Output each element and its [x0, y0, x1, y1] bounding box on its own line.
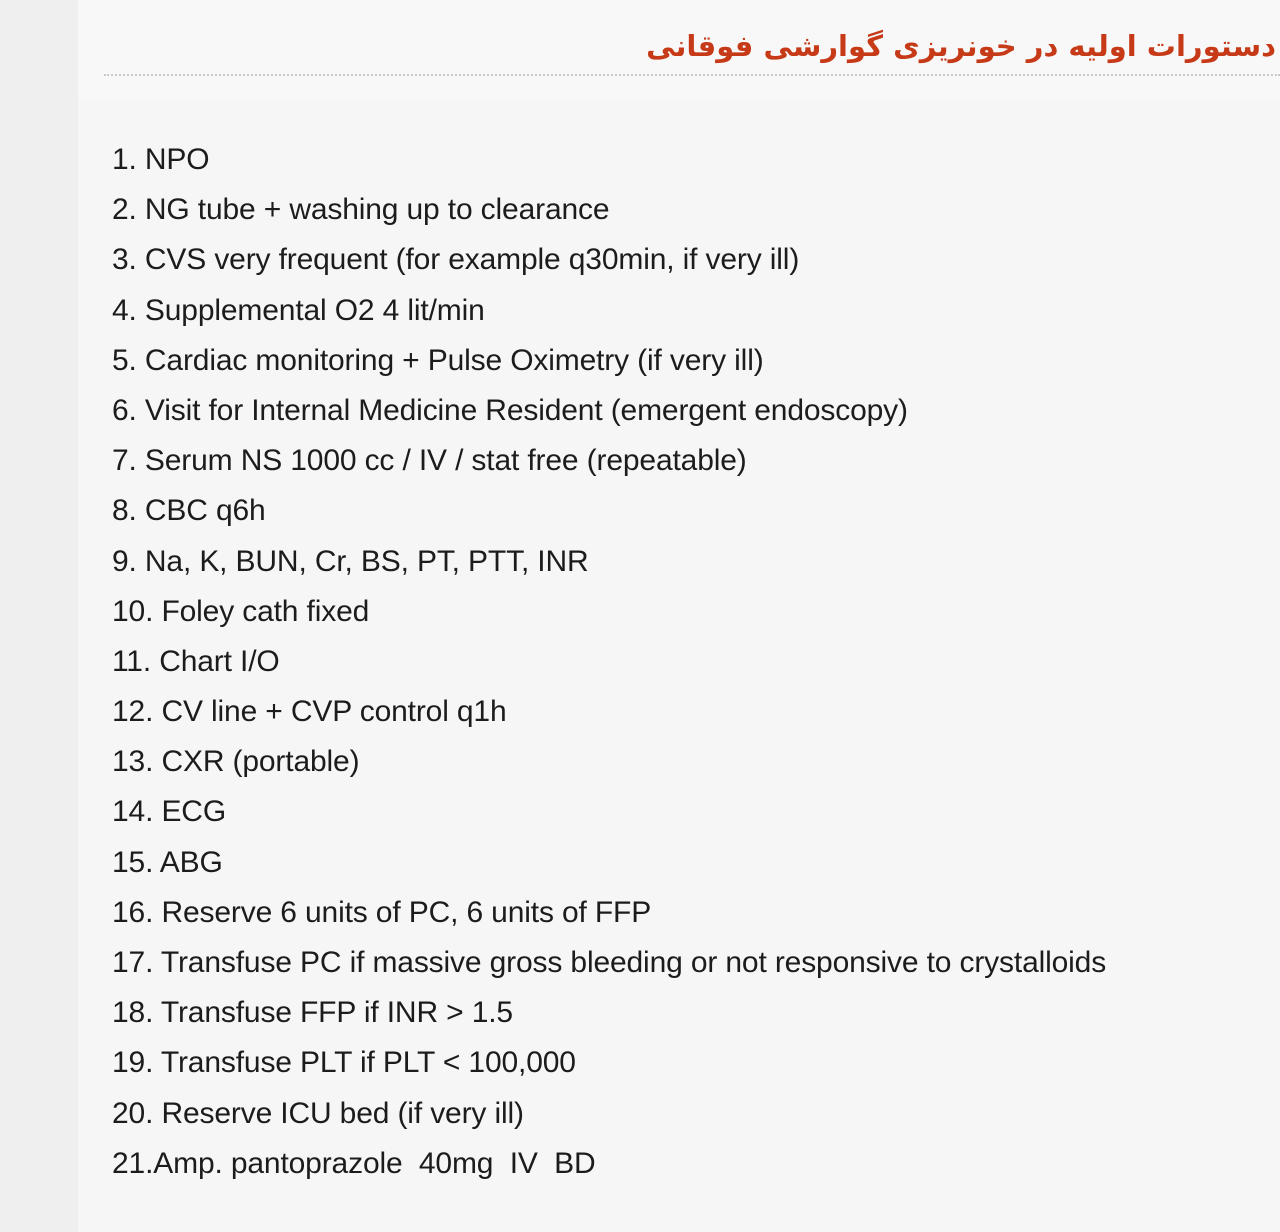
order-item-21: 21.Amp. pantoprazole 40mg IV BD [112, 1146, 596, 1180]
order-item-2: 2. NG tube + washing up to clearance [112, 193, 610, 227]
title-divider [104, 74, 1280, 76]
order-item-6: 6. Visit for Internal Medicine Resident (emergent endoscopy) [112, 393, 908, 427]
order-item-8: 8. CBC q6h [112, 494, 266, 528]
order-item-12: 12. CV line + CVP control q1h [112, 695, 507, 729]
left-gutter [0, 0, 78, 1232]
order-item-13: 13. CXR (portable) [112, 745, 360, 779]
order-item-16: 16. Reserve 6 units of PC, 6 units of FFP [112, 895, 652, 929]
order-item-19: 19. Transfuse PLT if PLT < 100,000 [112, 1046, 576, 1080]
orders-list [112, 135, 1106, 1189]
order-item-18: 18. Transfuse FFP if INR > 1.5 [112, 996, 513, 1030]
order-item-11: 11. Chart I/O [112, 644, 280, 678]
order-item-1: 1. NPO [112, 143, 210, 176]
order-item-10: 10. Foley cath fixed [112, 594, 370, 628]
order-item-15: 15. ABG [112, 845, 223, 879]
order-item-7: 7. Serum NS 1000 cc / IV / stat free (repeatable) [112, 444, 747, 478]
order-item-4: 4. Supplemental O2 4 lit/min [112, 293, 485, 327]
page-title: دستورات اولیه در خونریزی گوارشی فوقانی [646, 29, 1276, 63]
order-item-20: 20. Reserve ICU bed (if very ill) [112, 1096, 524, 1130]
order-item-5: 5. Cardiac monitoring + Pulse Oximetry (if very ill) [112, 343, 764, 377]
order-item-9: 9. Na, K, BUN, Cr, BS, PT, PTT, INR [112, 544, 589, 578]
order-item-14: 14. ECG [112, 795, 226, 829]
order-item-17: 17. Transfuse PC if massive gross bleeding or not responsive to crystalloids [112, 946, 1107, 979]
order-item-3: 3. CVS very frequent (for example q30min, if very ill) [112, 243, 800, 277]
